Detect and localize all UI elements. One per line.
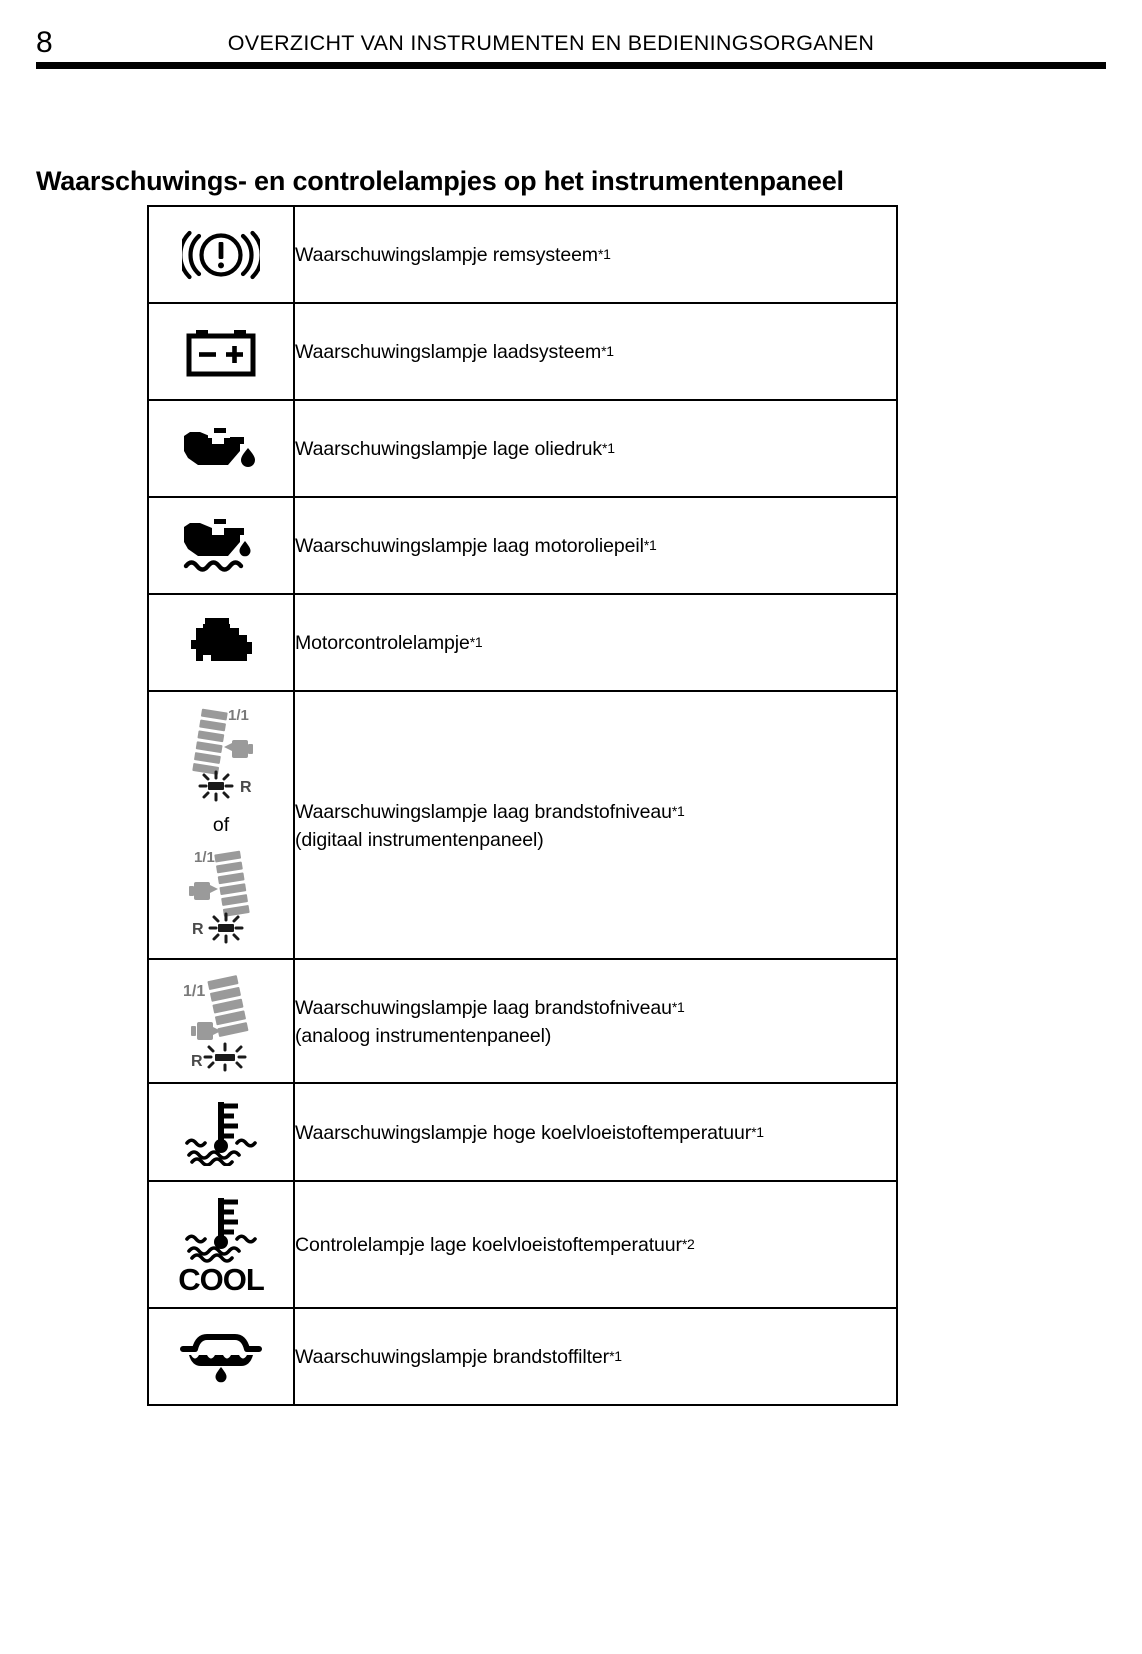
table-row <box>148 1083 897 1181</box>
row-sublabel: (digitaal instrumentenpaneel) <box>295 828 544 851</box>
row-sublabel: (analoog instrumentenpaneel) <box>295 1024 552 1047</box>
row-footnote: *1 <box>643 537 657 553</box>
row-label: Waarschuwingslampje hoge koelvloeistoftemperatuur <box>295 1121 752 1144</box>
engine-check-icon <box>149 616 293 670</box>
description-cell <box>294 594 897 691</box>
low-fuel-level-analog-icon <box>149 970 293 1072</box>
table-row <box>148 1308 897 1405</box>
row-label: Waarschuwingslampje laag brandstofniveau <box>295 996 672 1019</box>
gauge-reserve-label: R <box>191 1053 203 1070</box>
icon-cell <box>148 959 294 1083</box>
fuel-icon-variants <box>149 692 293 958</box>
header-title: OVERZICHT VAN INSTRUMENTEN EN BEDIENINGSORGANEN <box>227 31 875 55</box>
description-cell <box>294 400 897 497</box>
icon-cell <box>148 1308 294 1405</box>
icon-cell <box>148 691 294 959</box>
description-cell <box>294 959 897 1083</box>
gauge-full-label: 1/1 <box>194 849 215 866</box>
row-footnote: *1 <box>469 634 483 650</box>
row-footnote: *1 <box>751 1123 764 1140</box>
icon-separator-label: of <box>212 814 230 836</box>
icon-cell <box>148 400 294 497</box>
low-fuel-level-digital-icon <box>178 702 264 806</box>
table-row <box>148 594 897 691</box>
header-divider-rule <box>36 62 1106 69</box>
low-oil-pressure-icon <box>149 425 293 473</box>
page-title: Waarschuwings- en controlelampjes op het instrumentenpaneel <box>36 166 844 197</box>
page-number: 8 <box>36 26 53 59</box>
row-footnote: *1 <box>597 246 611 262</box>
low-engine-oil-level-icon <box>149 518 293 574</box>
icon-cell <box>148 594 294 691</box>
cool-label: COOL <box>178 1261 264 1296</box>
row-label: Controlelampje lage koelvloeistoftemperatuur <box>295 1234 682 1256</box>
row-label: Waarschuwingslampje laag brandstofniveau <box>295 800 672 823</box>
description-cell <box>294 303 897 400</box>
charging-system-battery-icon <box>149 326 293 378</box>
low-coolant-temperature-cool-icon <box>149 1194 293 1296</box>
fuel-filter-warning-icon <box>149 1331 293 1383</box>
icon-cell <box>148 1181 294 1308</box>
table-row <box>148 1181 897 1308</box>
gauge-reserve-label: R <box>192 921 204 938</box>
row-label: Waarschuwingslampje lage oliedruk <box>295 438 603 460</box>
table-row <box>148 959 897 1083</box>
row-label: Waarschuwingslampje laag motoroliepeil <box>295 535 644 557</box>
table-row <box>148 497 897 594</box>
row-label: Waarschuwingslampje brandstoffilter <box>295 1346 610 1368</box>
row-footnote: *1 <box>609 1348 622 1364</box>
icon-cell <box>148 1083 294 1181</box>
description-cell <box>294 497 897 594</box>
description-cell <box>294 1083 897 1181</box>
description-cell <box>294 206 897 303</box>
icon-cell <box>148 497 294 594</box>
row-footnote: *2 <box>681 1236 695 1252</box>
icon-cell <box>148 206 294 303</box>
row-footnote: *1 <box>601 343 614 359</box>
brake-system-warning-icon <box>149 226 293 284</box>
gauge-full-label: 1/1 <box>183 983 206 1000</box>
row-label: Waarschuwingslampje laadsysteem <box>295 341 602 363</box>
row-footnote: *1 <box>671 802 685 819</box>
table-row <box>148 400 897 497</box>
description-cell <box>294 691 897 959</box>
row-label: Waarschuwingslampje remsysteem <box>295 244 598 266</box>
low-fuel-level-digital-mirrored-icon <box>178 844 264 948</box>
warning-lights-table <box>147 205 898 1406</box>
table-row <box>148 303 897 400</box>
row-footnote: *1 <box>671 998 685 1015</box>
row-footnote: *1 <box>602 440 615 456</box>
table-row <box>148 691 897 959</box>
gauge-reserve-label: R <box>240 779 252 796</box>
description-cell <box>294 1181 897 1308</box>
row-label: Motorcontrolelampje <box>295 632 470 654</box>
gauge-full-label: 1/1 <box>228 707 249 724</box>
high-coolant-temperature-icon <box>149 1098 293 1166</box>
icon-cell <box>148 303 294 400</box>
table-row <box>148 206 897 303</box>
description-cell <box>294 1308 897 1405</box>
